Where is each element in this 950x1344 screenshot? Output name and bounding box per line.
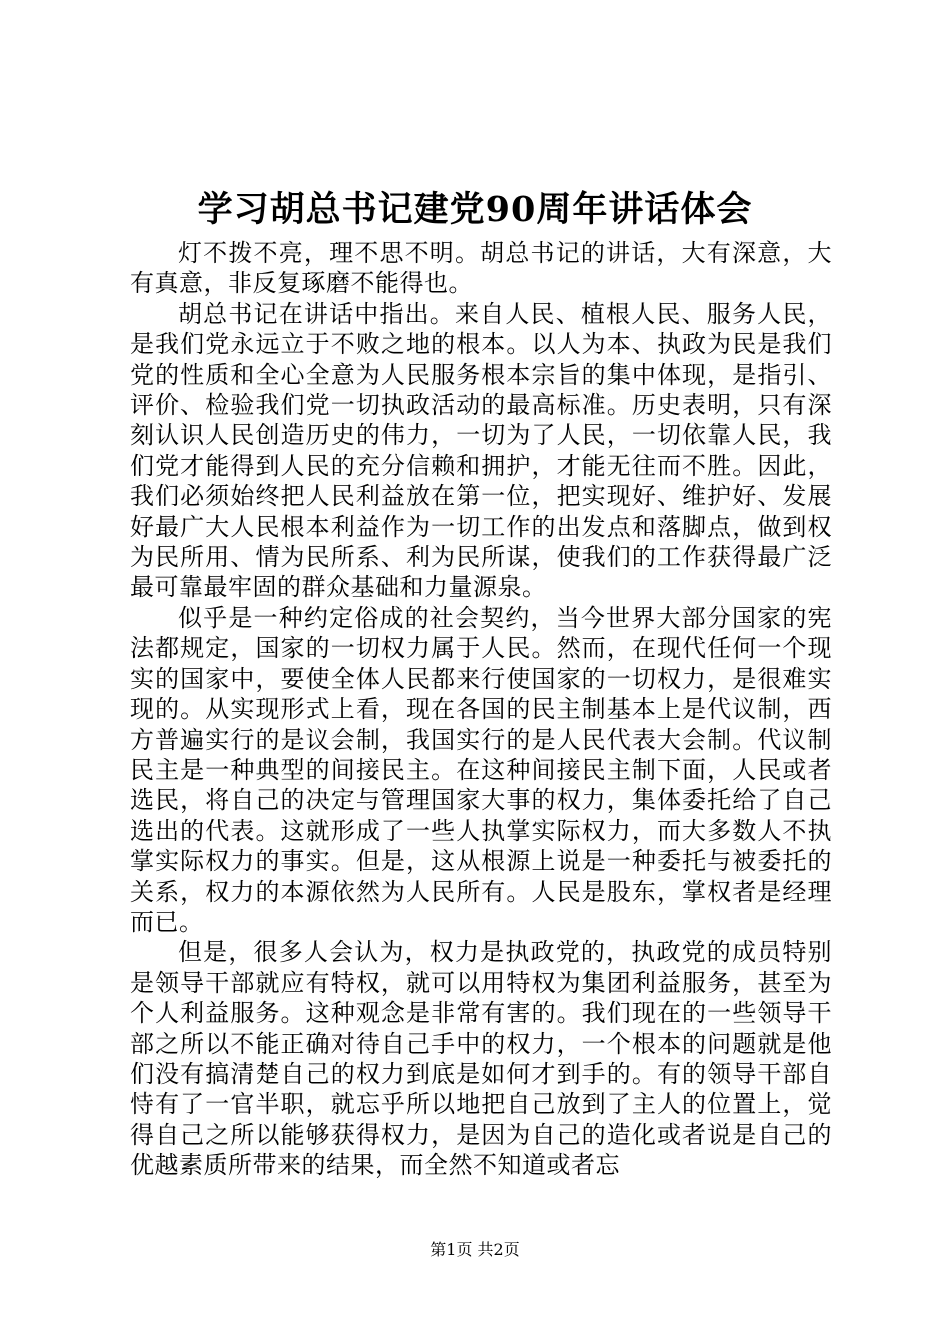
paragraph: 胡总书记在讲话中指出。来自人民、植根人民、服务人民，是我们党永远立于不败之地的根本。以人为本、执政为民是我们党的性质和全心全意为人民服务根本宗旨的集中体现，是指引、评价、检验我们党一切执政活动的最高标准。历史表明，只有深刻认识人民创造历史的伟力，一切为了人民，一切依靠人民，我们党才能得到人民的充分信赖和拥护，才能无往而不胜。因此，我们必须始终把人民利益放在第一位，把实现好、维护好、发展好最广大人民根本利益作为一切工作的出发点和落脚点，做到权为民所用、情为民所系、利为民所谋，使我们的工作获得最广泛最可靠最牢固的群众基础和力量源泉。: [130, 299, 832, 602]
page-footer: 第1页 共2页: [430, 1240, 520, 1259]
page-title: 学习胡总书记建党90周年讲话体会: [197, 189, 753, 230]
paragraph: 似乎是一种约定俗成的社会契约，当今世界大部分国家的宪法都规定，国家的一切权力属于人民。然而，在现代任何一个现实的国家中，要使全体人民都来行使国家的一切权力，是很难实现的。从实现形式上看，现在各国的民主制基本上是代议制，西方普遍实行的是议会制，我国实行的是人民代表大会制。代议制民主是一种典型的间接民主。在这种间接民主制下面，人民或者选民，将自己的决定与管理国家大事的权力，集体委托给了自己选出的代表。这就形成了一些人执掌实际权力，而大多数人不执掌实际权力的事实。但是，这从根源上说是一种委托与被委托的关系，权力的本源依然为人民所有。人民是股东，掌权者是经理而已。: [130, 603, 832, 936]
paragraph: 但是，很多人会认为，权力是执政党的，执政党的成员特别是领导干部就应有特权，就可以用特权为集团利益服务，甚至为个人利益服务。这种观念是非常有害的。我们现在的一些领导干部之所以不能正确对待自己手中的权力，一个根本的问题就是他们没有搞清楚自己的权力到底是如何才到手的。有的领导干部自恃有了一官半职，就忘乎所以地把自己放到了主人的位置上，觉得自己之所以能够获得权力，是因为自己的造化或者说是自己的优越素质所带来的结果，而全然不知道或者忘: [130, 938, 832, 1180]
document-body: [130, 238, 832, 1181]
paragraph: 灯不拨不亮，理不思不明。胡总书记的讲话，大有深意，大有真意，非反复琢磨不能得也。: [130, 239, 832, 298]
